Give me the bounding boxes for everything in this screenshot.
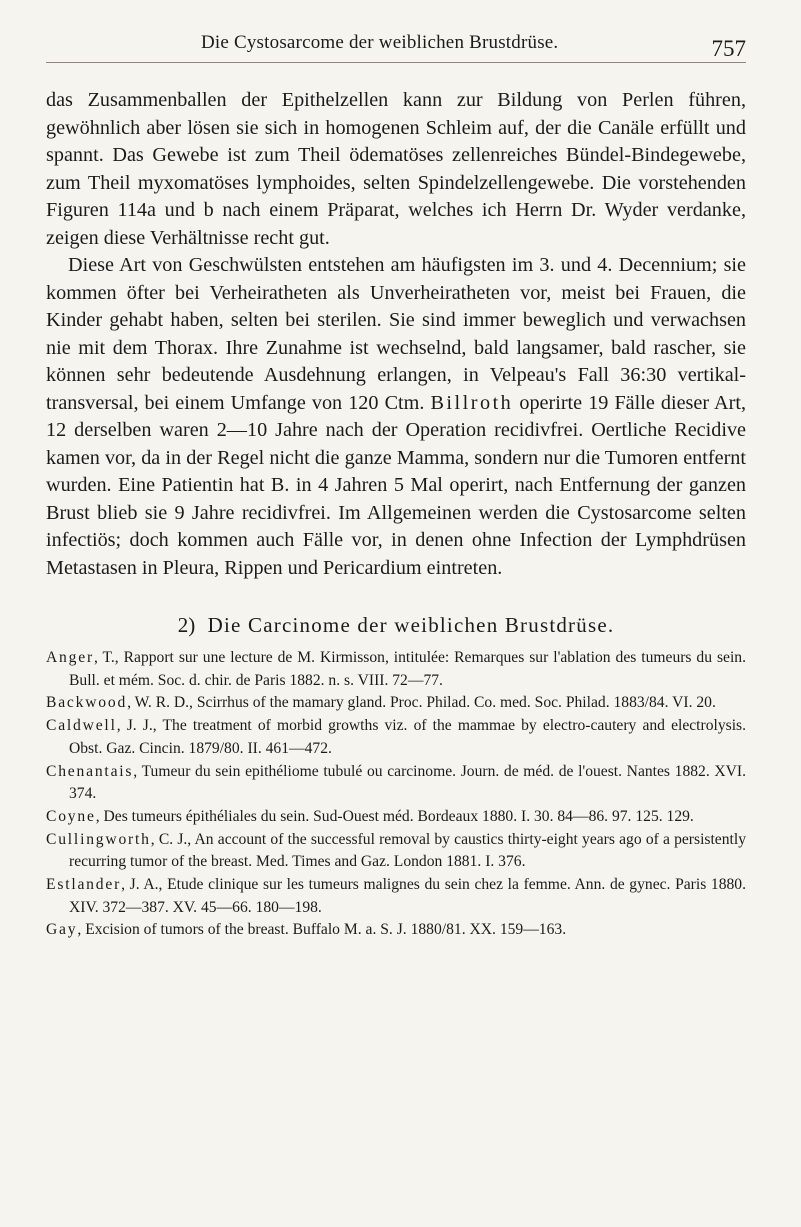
paragraph-text: Diese Art von Geschwülsten entstehen am häufigsten im 3. und 4. Decennium; sie kommen öfter bei Verheiratheten als Unverheiratheten vor, meist bei Frauen, die Kinder gehabt haben, selten bei sterilen. Sie sind immer beweglich und verwachsen nie mit dem Thorax. Ihre Zunahme ist wechselnd, bald langsamer, bald rascher, sie können sehr bedeutende Ausdehnung erlangen, in Velpeau's Fall 36:30 vertikal-transversal, bei einem Umfange von 120 Ctm. [46,254,746,414]
reference-entry [46,647,746,692]
page-number: 757 [711,36,746,61]
paragraph-text: das Zusammenballen der Epithelzellen kann zur Bildung von Perlen führen, gewöhnlich aber lösen sie sich in homogenen Schleim auf, der die Canäle erfüllt und spannt. Das Gewebe ist zum Theil ödematöses zellenreiches Bündel-Bindegewebe, zum Theil myxomatöses lymphoides, selten Spindelzellengewebe. Die vorstehenden Figuren 114a und b nach einem Präparat, welches ich Herrn Dr. Wyder verdanke, zeigen diese Verhältnisse recht gut. [46,89,746,249]
reference-entry [46,919,746,942]
reference-entry [46,829,746,874]
body-text [46,87,746,582]
section-number: 2) [177,613,196,637]
reference-text: , T., Rapport sur une lecture de M. Kirmisson, intitulée: Remarques sur l'ablation des tumeurs du sein. Bull. et mém. Soc. d. chir. de Paris 1882. n. s. VIII. 72—77. [69,649,746,689]
running-title: Die Cystosarcome der weiblichen Brustdrüse. [201,32,559,53]
paragraph-text: operirte 19 Fälle dieser Art, 12 derselben waren 2—10 Jahre nach der Operation recidivfrei. Oertliche Recidive kamen vor, da in der Regel nicht die ganze Mamma, sondern nur die Tumoren entfernt wurden. Eine Patientin hat B. in 4 Jahren 5 Mal operirt, nach Entfernung der ganzen Brust blieb sie 9 Jahre recidivfrei. Im Allgemeinen werden die Cystosarcome selten infectiös; doch kommen auch Fälle vor, in denen ohne Infection der Lymphdrüsen Metastasen in Pleura, Rippen und Pericardium eintreten. [46,391,746,579]
reference-text: , C. J., An account of the successful removal by caustics thirty-eight years ago of a persistently recurring tumor of the breast. Med. Times and Gaz. London 1881. I. 376. [69,830,746,871]
reference-text: , Excision of tumors of the breast. Buffalo M. a. S. J. 1880/81. XX. 159—163. [77,921,567,939]
spaced-name: Billroth [430,391,514,414]
reference-text: , W. R. D., Scirrhus of the mamary gland. Proc. Philad. Co. med. Soc. Philad. 1883/84. VI. 20. [127,694,716,712]
reference-author: Gay [46,921,78,939]
reference-text: , Des tumeurs épithéliales du sein. Sud-Ouest méd. Bordeaux 1880. I. 30. 84—86. 97. 125. 129. [95,807,694,825]
reference-text: , J. J., The treatment of morbid growths viz. of the mammae by electro-cautery and electrolysis. Obst. Gaz. Cincin. 1879/80. II. 461—472. [69,717,746,757]
reference-author: Estlander [46,876,122,894]
book-page [46,30,746,942]
reference-list [46,647,746,942]
reference-entry [46,761,746,806]
reference-entry [46,806,746,829]
section-title: Die Carcinome der weiblichen Brustdrüse. [207,613,615,637]
reference-text: , Tumeur du sein epithéliome tubulé ou carcinome. Journ. de méd. de l'ouest. Nantes 1882. XVI. 374. [69,762,746,803]
paragraph [46,87,746,252]
reference-author: Cullingworth [46,830,151,848]
section-heading [46,613,746,638]
running-header [46,30,746,70]
reference-entry [46,874,746,919]
reference-entry [46,715,746,760]
reference-entry [46,692,746,715]
reference-text: , J. A., Etude clinique sur les tumeurs malignes du sein chez la femme. Ann. de gynec. Paris 1880. XIV. 372—387. XV. 45—66. 180—198. [69,876,746,916]
reference-author: Coyne [46,807,96,825]
reference-author: Chenantais [46,762,134,780]
reference-author: Backwood [46,694,128,712]
reference-author: Caldwell [46,717,117,735]
reference-author: Anger [46,649,94,666]
header-rule [46,62,746,63]
paragraph [46,252,746,582]
